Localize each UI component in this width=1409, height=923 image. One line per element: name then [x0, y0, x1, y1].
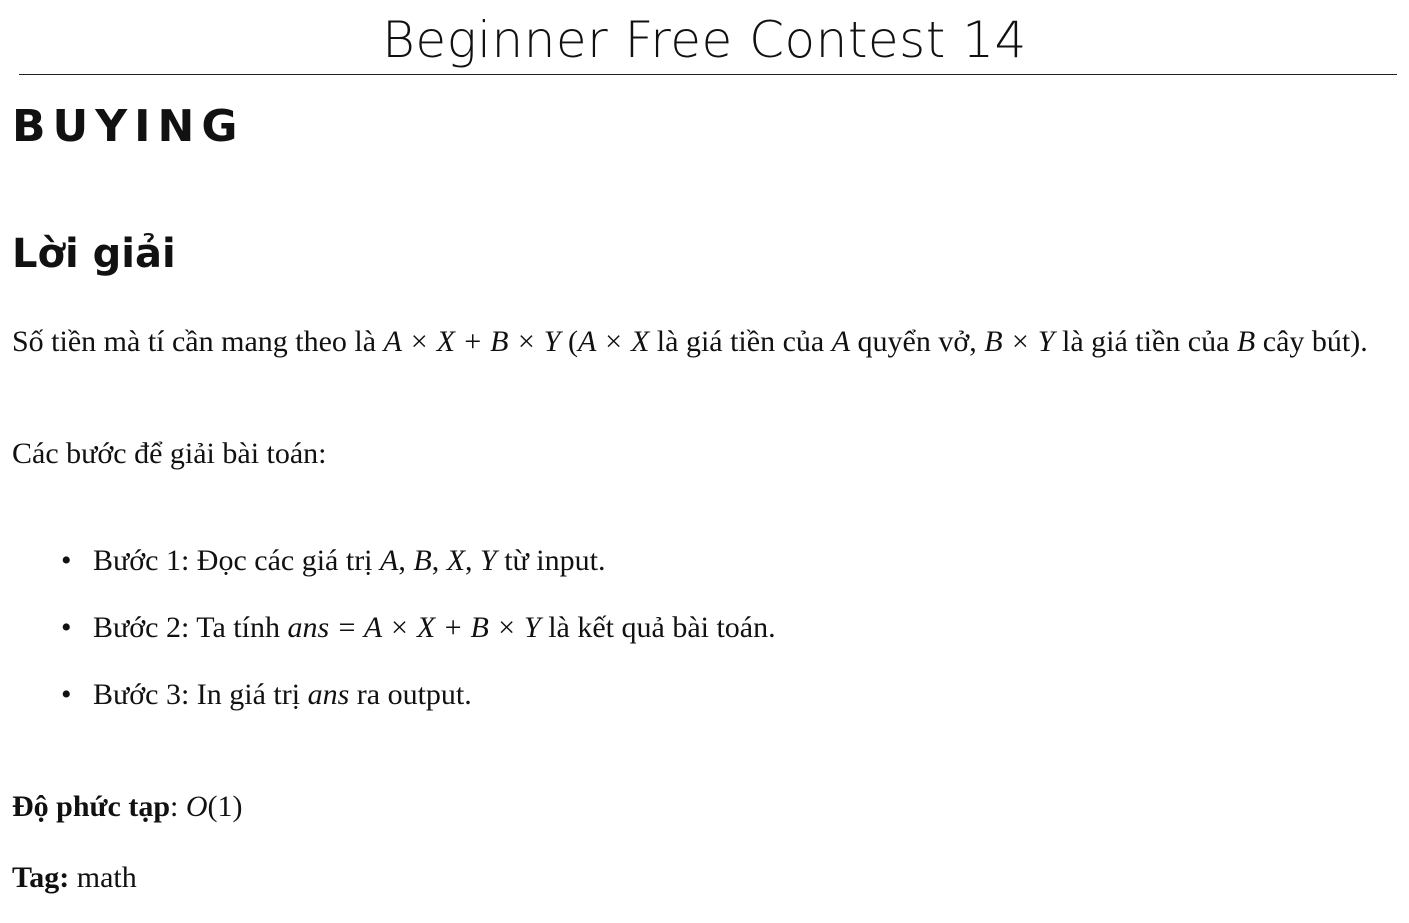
formula-notebook-cost: A × X [577, 325, 650, 358]
variable-a: A [380, 544, 399, 577]
step-text: từ input. [496, 544, 606, 577]
complexity-argument: (1) [207, 790, 243, 823]
step-text: , [465, 544, 481, 577]
step-text: , [398, 544, 414, 577]
solution-heading: Lời giải [12, 231, 176, 277]
complexity-big-o: O [185, 790, 208, 823]
variable-y: Y [480, 544, 497, 577]
step-text: , [431, 544, 447, 577]
steps-list [0, 541, 776, 742]
tag-label: Tag: [12, 861, 70, 894]
step-text: ra output. [349, 678, 472, 711]
step-text: Bước 2: Ta tính [93, 611, 288, 644]
solution-intro-paragraph [12, 322, 1390, 362]
intro-text: Số tiền mà tí cần mang theo là [12, 325, 384, 358]
intro-text: cây bút). [1255, 325, 1368, 358]
step-text: Bước 1: Đọc các giá trị [93, 544, 381, 577]
bullet-icon: • [61, 678, 72, 711]
step-text: Bước 3: In giá trị [93, 678, 308, 711]
formula-total-cost: A × X + B × Y [383, 325, 561, 358]
formula-pen-cost: B × Y [984, 325, 1055, 358]
problem-title: BUYING [12, 101, 245, 152]
tag-value: math [69, 861, 137, 894]
complexity-line [12, 787, 243, 827]
list-item [0, 541, 776, 608]
list-item [0, 608, 776, 675]
bullet-icon: • [61, 611, 72, 644]
intro-text: là giá tiền của [1054, 325, 1237, 358]
step-text: là kết quả bài toán. [540, 611, 776, 644]
tag-line [12, 858, 137, 898]
variable-ans: ans [307, 678, 350, 711]
variable-a: A [831, 325, 851, 358]
intro-text: là giá tiền của [649, 325, 832, 358]
formula-ans: ans = A × X + B × Y [287, 611, 541, 644]
header-divider [19, 74, 1397, 75]
steps-intro: Các bước để giải bài toán: [12, 437, 327, 470]
list-item [0, 675, 776, 742]
intro-text: ( [560, 325, 578, 358]
complexity-label: Độ phức tạp [12, 790, 171, 823]
contest-title: Beginner Free Contest 14 [382, 11, 1027, 69]
bullet-icon: • [61, 544, 72, 577]
variable-x: X [446, 544, 466, 577]
intro-text: quyển vở, [850, 325, 985, 358]
variable-b: B [1236, 325, 1256, 358]
complexity-separator: : [170, 790, 186, 823]
variable-b: B [413, 544, 432, 577]
